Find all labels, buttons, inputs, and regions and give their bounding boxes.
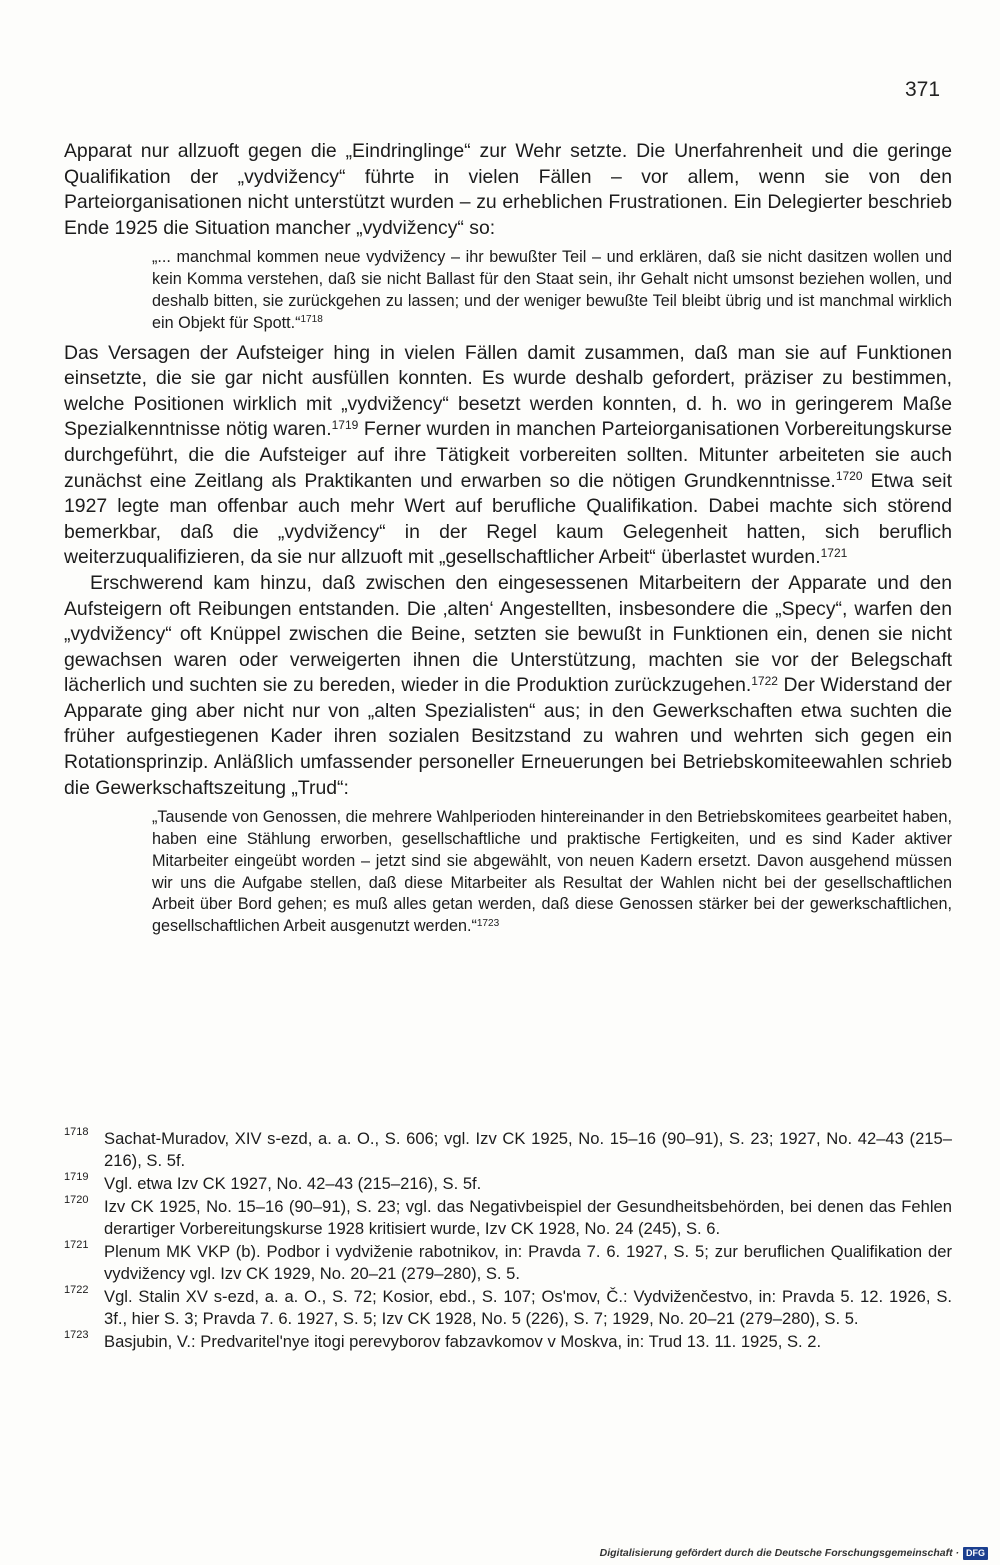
- digitization-footer: [600, 1545, 988, 1561]
- footnote-item: [64, 1173, 952, 1195]
- footnote-item: [64, 1128, 952, 1172]
- footnote-ref-1723[interactable]: 1723: [476, 917, 500, 929]
- block-quote-1-text: „... manchmal kommen neue vydvižency – ihr bewußter Teil – und erklären, daß sie nicht dasitzen wollen und kein Komma verstehen, daß sie nicht Ballast für den Staat sein, ihr Gehalt nicht umsonst beziehen wollen, und deshalb bitten, sie zurückgehen zu lassen; und der weniger bewußte Teil bleibt übrig und ist manchmal wirklich ein Objekt für Spott.“: [152, 248, 952, 332]
- footnote-number: 1718: [64, 1126, 89, 1138]
- footnote-item: [64, 1196, 952, 1240]
- main-text: [64, 139, 952, 944]
- block-quote-1: [152, 247, 952, 334]
- footnote-number: 1721: [64, 1239, 89, 1251]
- paragraph-2: [64, 341, 952, 571]
- footnote-text: Vgl. etwa Izv CK 1927, No. 42–43 (215–216), S. 5f.: [104, 1174, 482, 1193]
- paragraph-3-part-2: Der Widerstand der Apparate ging aber nicht nur von „alten Spezialisten“ aus; in den Gewerkschaften etwa suchten die früher aufgestiegenen Kader ihren sozialen Besitzstand zu wahren und wehrten sich gegen ein Rotationsprinzip. Anläßlich umfassender personeller Erneuerungen bei Betriebskomiteewahlen schrieb die Gewerkschaftszeitung „Trud“:: [64, 674, 952, 799]
- footnote-ref-1721[interactable]: 1721: [820, 545, 848, 560]
- footnote-text: Vgl. Stalin XV s-ezd, a. a. O., S. 72; Kosior, ebd., S. 107; Os'mov, Č.: Vydviženčestvo, in: Pravda 5. 12. 1926, S. 3f., hier S. 3; Pravda 7. 6. 1927, S. 5; Izv CK 1928, No. 5 (226), S. 7; 1929, No. 20–21 (279–280), S. 5.: [104, 1287, 952, 1328]
- footnote-item: [64, 1286, 952, 1330]
- paragraph-1: Apparat nur allzuoft gegen die „Eindringlinge“ zur Wehr setzte. Die Unerfahrenheit und die geringe Qualifikation der „vydvižency“ führte in vielen Fällen – vor allem, wenn sie von den Parteiorganisationen nicht unterstützt wurden – zu erheblichen Frustrationen. Ein Delegierter beschrieb Ende 1925 die Situation mancher „vydvižency“ so:: [64, 140, 952, 239]
- footnote-text: Basjubin, V.: Predvaritel'nye itogi perevyborov fabzavkomov v Moskva, in: Trud 13. 11. 1925, S. 2.: [104, 1332, 822, 1351]
- footnote-number: 1719: [64, 1171, 89, 1183]
- footnote-ref-1719[interactable]: 1719: [331, 417, 359, 432]
- paragraph-2-part-2: Ferner wurden in manchen Parteiorganisationen Vorbereitungskurse durchgeführt, die die Aufsteiger auf ihre Tätigkeit vorbereiten sollten. Mitunter arbeiteten sie auch zunächst eine Zeitlang als Praktikanten und erwarben so die nötigen Grundkenntnisse.: [64, 418, 952, 492]
- block-quote-2-text: „Tausende von Genossen, die mehrere Wahlperioden hintereinander in den Betriebskomitees gearbeitet haben, haben eine Stählung erworben, gesellschaftliche und praktische Fertigkeiten, und es sind Kader aktiver Mitarbeiter eingeübt worden – jetzt sind sie abgewählt, von neuen Kadern ersetzt. Davon ausgehend müssen wir uns die Aufgabe stellen, daß diese Mitarbeiter als Resultat der Wahlen nicht bei der gesellschaftlichen Arbeit über Bord gehen; es muß alles getan werden, daß diese Genossen stärker bei der gewerkschaftlichen, gesellschaftlichen Arbeit ausgenutzt werden.“: [152, 808, 952, 936]
- footnotes: [64, 1128, 952, 1354]
- footnote-ref-1718[interactable]: 1718: [300, 314, 323, 326]
- footnote-item: [64, 1241, 952, 1285]
- dfg-logo: DFG: [963, 1547, 988, 1560]
- paragraph-3-part-1: Erschwerend kam hinzu, daß zwischen den eingesessenen Mitarbeitern der Apparate und den Aufsteigern oft Reibungen entstanden. Die ‚alten‘ Angestellten, insbesondere die „Specy“, warfen den „vydvižency“ oft Knüppel zwischen die Beine, setzten sie bewußt in Funktionen ein, denen sie nicht gewachsen waren oder verweigerten ihnen die Unterstützung, machten sie vor der Belegschaft lächerlich und suchten sie zu bereden, wieder in die Produktion zurückzugehen.: [64, 571, 952, 697]
- funding-notice: Digitalisierung gefördert durch die Deutsche Forschungsgemeinschaft ·: [599, 1547, 959, 1559]
- footnote-text: Plenum MK VKP (b). Podbor i vydviženie rabotnikov, in: Pravda 7. 6. 1927, S. 5; zur beruflichen Qualifikation der vydvižency vgl. Izv CK 1929, No. 20–21 (279–280), S. 5.: [104, 1242, 952, 1283]
- paragraph-2-part-1: Das Versagen der Aufsteiger hing in vielen Fällen damit zusammen, daß man sie auf Funktionen einsetzte, die sie gar nicht ausfüllen konnten. Es wurde deshalb gefordert, präziser zu bestimmen, welche Positionen wirklich mit „vydvižency“ besetzt werden konnten, d. h. wo in geringerem Maße Spezialkenntnisse nötig waren.: [64, 341, 952, 441]
- paragraph-2-part-3: Etwa seit 1927 legte man offenbar auch mehr Wert auf berufliche Qualifikation. Dabei machte sich störend bemerkbar, daß die „vydvižency“ in der Regel kaum Gelegenheit hatten, sich beruflich weiterzuqualifizieren, da sie nur allzuoft mit „gesellschaftlicher Arbeit“ überlastet wurden.: [64, 469, 952, 569]
- footnote-number: 1723: [64, 1329, 89, 1341]
- footnote-number: 1722: [64, 1284, 89, 1296]
- page-number: 371: [905, 78, 941, 101]
- block-quote-2: [152, 807, 952, 938]
- paragraph-3: [64, 571, 952, 801]
- footnote-item: [64, 1331, 952, 1353]
- footnote-number: 1720: [64, 1194, 89, 1206]
- footnote-ref-1720[interactable]: 1720: [835, 468, 863, 483]
- footnote-text: Sachat-Muradov, XIV s-ezd, a. a. O., S. 606; vgl. Izv CK 1925, No. 15–16 (90–91), S. 23; 1927, No. 42–43 (215–216), S. 5f.: [104, 1129, 952, 1170]
- footnote-ref-1722[interactable]: 1722: [751, 673, 778, 688]
- footnote-text: Izv CK 1925, No. 15–16 (90–91), S. 23; vgl. das Negativbeispiel der Gesundheitsbehörden, bei denen das Fehlen derartiger Vorbereitungskurse 1928 kritisiert wurde, Izv CK 1928, No. 24 (245), S. 6.: [104, 1197, 952, 1238]
